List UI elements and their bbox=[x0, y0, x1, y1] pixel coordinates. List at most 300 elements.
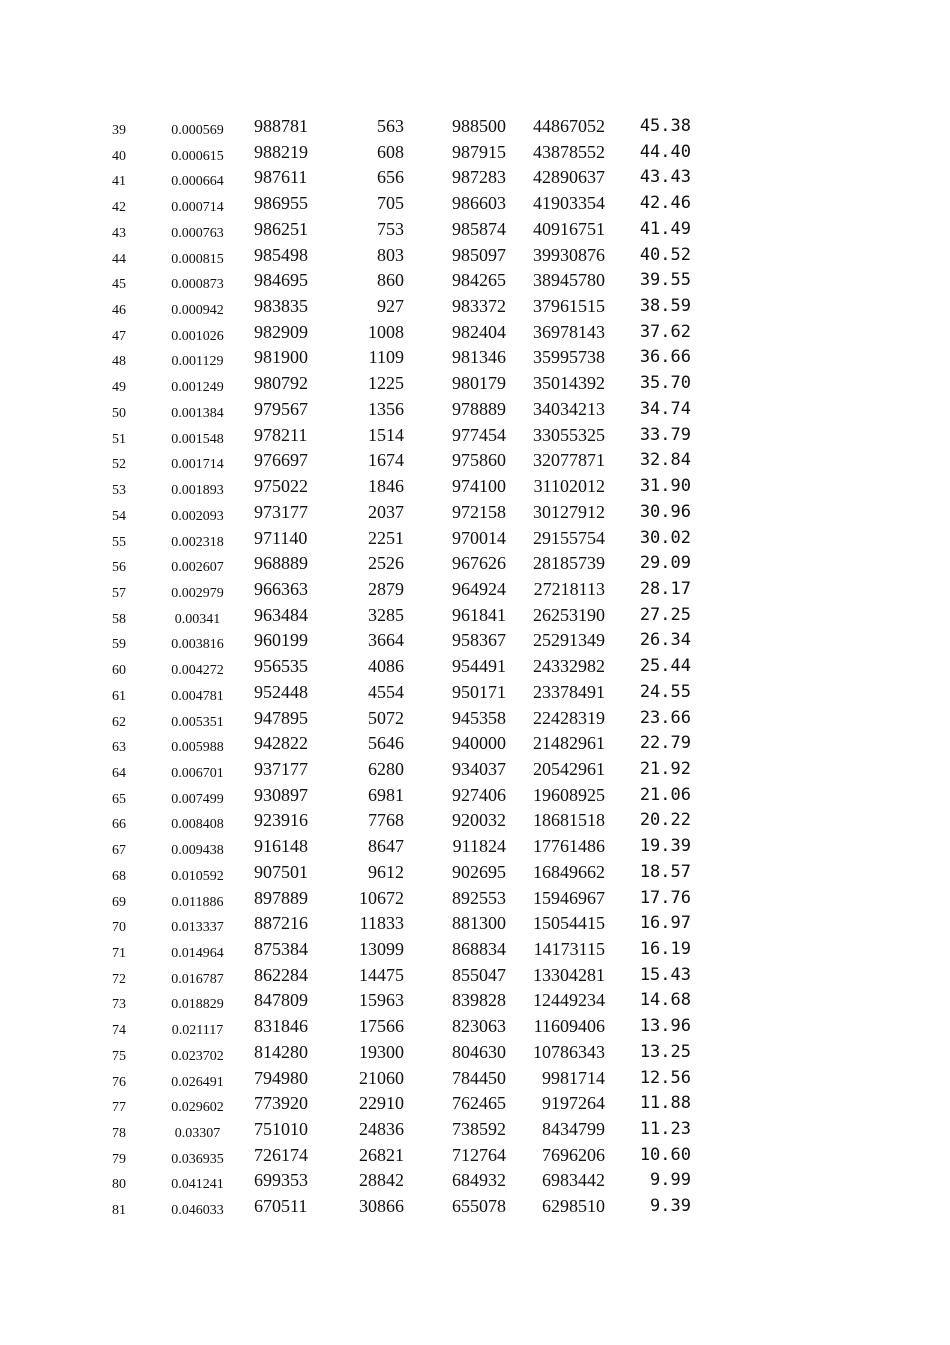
age-cell: 42 bbox=[112, 200, 126, 216]
person-years-cell: 954491 bbox=[452, 656, 506, 677]
age-cell: 51 bbox=[112, 431, 126, 447]
table-row bbox=[0, 294, 950, 320]
age-cell: 66 bbox=[112, 817, 126, 833]
person-years-cell: 988500 bbox=[452, 116, 506, 136]
table-row bbox=[0, 448, 950, 474]
age-cell: 67 bbox=[112, 843, 126, 859]
age-cell: 57 bbox=[112, 585, 126, 601]
deaths-cell: 1225 bbox=[368, 373, 404, 394]
age-cell: 47 bbox=[112, 328, 126, 344]
total-person-years-cell: 10786343 bbox=[533, 1041, 605, 1062]
survivors-cell: 670511 bbox=[254, 1196, 308, 1217]
total-person-years-cell: 26253190 bbox=[533, 604, 605, 625]
survivors-cell: 982909 bbox=[254, 321, 308, 342]
age-cell: 43 bbox=[112, 225, 126, 241]
mortality-rate-cell: 0.004781 bbox=[171, 688, 224, 704]
mortality-rate-cell: 0.000569 bbox=[171, 123, 224, 138]
table-row bbox=[0, 937, 950, 963]
mortality-rate-cell: 0.002979 bbox=[171, 585, 224, 601]
table-row bbox=[0, 114, 950, 140]
survivors-cell: 968889 bbox=[254, 553, 308, 574]
table-row bbox=[0, 1168, 950, 1194]
total-person-years-cell: 9981714 bbox=[542, 1067, 605, 1088]
person-years-cell: 958367 bbox=[452, 630, 506, 651]
deaths-cell: 6280 bbox=[368, 758, 404, 779]
deaths-cell: 13099 bbox=[359, 939, 404, 959]
person-years-cell: 784450 bbox=[452, 1067, 506, 1088]
person-years-cell: 983372 bbox=[452, 296, 506, 317]
mortality-rate-cell: 0.005988 bbox=[171, 740, 224, 756]
person-years-cell: 823063 bbox=[452, 1016, 506, 1037]
table-row bbox=[0, 1014, 950, 1040]
table-row bbox=[0, 320, 950, 346]
total-person-years-cell: 9197264 bbox=[542, 1093, 605, 1114]
age-cell: 76 bbox=[112, 1074, 126, 1090]
deaths-cell: 11833 bbox=[359, 913, 404, 934]
table-row bbox=[0, 1040, 950, 1066]
deaths-cell: 2037 bbox=[368, 501, 404, 522]
survivors-cell: 952448 bbox=[254, 681, 308, 702]
deaths-cell: 563 bbox=[377, 116, 404, 136]
person-years-cell: 961841 bbox=[452, 604, 506, 625]
mortality-rate-cell: 0.000664 bbox=[171, 174, 224, 190]
mortality-rate-cell: 0.029602 bbox=[171, 1100, 224, 1116]
deaths-cell: 2526 bbox=[368, 553, 404, 574]
total-person-years-cell: 41903354 bbox=[533, 193, 605, 214]
survivors-cell: 751010 bbox=[254, 1119, 308, 1140]
life-expectancy-cell: 14.68 bbox=[639, 990, 691, 1011]
life-expectancy-cell: 43.43 bbox=[639, 167, 691, 188]
deaths-cell: 22910 bbox=[359, 1093, 404, 1114]
deaths-cell: 6981 bbox=[368, 784, 404, 805]
life-expectancy-cell: 30.02 bbox=[639, 527, 691, 548]
age-cell: 74 bbox=[112, 1023, 126, 1039]
mortality-rate-cell: 0.026491 bbox=[171, 1074, 224, 1090]
deaths-cell: 24836 bbox=[359, 1119, 404, 1140]
person-years-cell: 972158 bbox=[452, 501, 506, 522]
deaths-cell: 1008 bbox=[368, 321, 404, 342]
total-person-years-cell: 17761486 bbox=[533, 836, 605, 857]
survivors-cell: 897889 bbox=[254, 887, 308, 908]
mortality-rate-cell: 0.021117 bbox=[171, 1023, 224, 1039]
table-row bbox=[0, 988, 950, 1014]
survivors-cell: 987611 bbox=[254, 167, 308, 188]
survivors-cell: 986251 bbox=[254, 218, 308, 239]
life-expectancy-cell: 28.17 bbox=[639, 578, 691, 599]
life-expectancy-cell: 23.66 bbox=[639, 707, 691, 728]
total-person-years-cell: 20542961 bbox=[533, 758, 605, 779]
mortality-rate-cell: 0.006701 bbox=[171, 765, 224, 781]
life-expectancy-cell: 32.84 bbox=[639, 450, 691, 471]
age-cell: 78 bbox=[112, 1126, 126, 1142]
life-expectancy-cell: 21.06 bbox=[639, 784, 691, 805]
life-expectancy-cell: 9.99 bbox=[650, 1170, 691, 1191]
person-years-cell: 712764 bbox=[452, 1144, 506, 1165]
table-row bbox=[0, 268, 950, 294]
person-years-cell: 967626 bbox=[452, 553, 506, 574]
age-cell: 53 bbox=[112, 483, 126, 499]
life-expectancy-cell: 11.88 bbox=[639, 1093, 691, 1114]
total-person-years-cell: 29155754 bbox=[533, 527, 605, 548]
life-expectancy-cell: 25.44 bbox=[639, 656, 691, 677]
life-expectancy-cell: 16.97 bbox=[639, 913, 691, 934]
age-cell: 79 bbox=[112, 1151, 126, 1167]
age-cell: 40 bbox=[112, 148, 126, 164]
life-expectancy-cell: 31.90 bbox=[639, 476, 691, 497]
total-person-years-cell: 24332982 bbox=[533, 656, 605, 677]
table-row bbox=[0, 474, 950, 500]
deaths-cell: 860 bbox=[377, 270, 404, 291]
deaths-cell: 3285 bbox=[368, 604, 404, 625]
mortality-rate-cell: 0.000763 bbox=[171, 225, 224, 241]
mortality-rate-cell: 0.001384 bbox=[171, 405, 224, 421]
mortality-rate-cell: 0.001249 bbox=[171, 380, 224, 396]
life-expectancy-cell: 37.62 bbox=[639, 321, 691, 342]
table-row bbox=[0, 963, 950, 989]
person-years-cell: 980179 bbox=[452, 373, 506, 394]
mortality-rate-cell: 0.001893 bbox=[171, 483, 224, 499]
survivors-cell: 979567 bbox=[254, 398, 308, 419]
life-expectancy-cell: 40.52 bbox=[639, 244, 691, 265]
person-years-cell: 655078 bbox=[452, 1196, 506, 1217]
person-years-cell: 964924 bbox=[452, 578, 506, 599]
age-cell: 69 bbox=[112, 894, 126, 910]
mortality-rate-cell: 0.001548 bbox=[171, 431, 224, 447]
person-years-cell: 982404 bbox=[452, 321, 506, 342]
mortality-rate-cell: 0.001026 bbox=[171, 328, 224, 344]
deaths-cell: 19300 bbox=[359, 1041, 404, 1062]
table-row bbox=[0, 577, 950, 603]
age-cell: 71 bbox=[112, 946, 126, 961]
deaths-cell: 8647 bbox=[368, 836, 404, 857]
mortality-rate-cell: 0.000815 bbox=[171, 251, 224, 267]
total-person-years-cell: 25291349 bbox=[533, 630, 605, 651]
total-person-years-cell: 35014392 bbox=[533, 373, 605, 394]
person-years-cell: 892553 bbox=[452, 887, 506, 908]
survivors-cell: 978211 bbox=[254, 424, 308, 445]
survivors-cell: 971140 bbox=[254, 527, 308, 548]
total-person-years-cell: 35995738 bbox=[533, 347, 605, 368]
survivors-cell: 907501 bbox=[254, 861, 308, 882]
age-cell: 62 bbox=[112, 714, 126, 730]
age-cell: 46 bbox=[112, 303, 126, 319]
table-row bbox=[0, 217, 950, 243]
person-years-cell: 804630 bbox=[452, 1041, 506, 1062]
survivors-cell: 794980 bbox=[254, 1067, 308, 1088]
age-cell: 55 bbox=[112, 534, 126, 550]
age-cell: 68 bbox=[112, 868, 126, 884]
life-expectancy-cell: 11.23 bbox=[639, 1119, 691, 1140]
deaths-cell: 1674 bbox=[368, 450, 404, 471]
mortality-rate-cell: 0.018829 bbox=[171, 997, 224, 1013]
age-cell: 72 bbox=[112, 971, 126, 987]
total-person-years-cell: 33055325 bbox=[533, 424, 605, 445]
mortality-rate-cell: 0.00341 bbox=[174, 611, 221, 627]
table-row bbox=[0, 191, 950, 217]
age-cell: 41 bbox=[112, 174, 126, 190]
life-expectancy-cell: 29.09 bbox=[639, 553, 691, 574]
total-person-years-cell: 40916751 bbox=[533, 218, 605, 239]
life-expectancy-cell: 39.55 bbox=[639, 270, 691, 291]
mortality-rate-cell: 0.013337 bbox=[171, 920, 224, 936]
life-expectancy-cell: 9.39 bbox=[650, 1196, 691, 1217]
total-person-years-cell: 18681518 bbox=[533, 810, 605, 831]
person-years-cell: 986603 bbox=[452, 193, 506, 214]
person-years-cell: 985097 bbox=[452, 244, 506, 265]
total-person-years-cell: 37961515 bbox=[533, 296, 605, 317]
life-expectancy-cell: 26.34 bbox=[639, 630, 691, 651]
mortality-rate-cell: 0.041241 bbox=[171, 1177, 224, 1193]
table-row bbox=[0, 886, 950, 912]
deaths-cell: 608 bbox=[377, 141, 404, 162]
table-row bbox=[0, 1066, 950, 1092]
age-cell: 65 bbox=[112, 791, 126, 807]
life-expectancy-cell: 13.25 bbox=[639, 1041, 691, 1062]
age-cell: 61 bbox=[112, 688, 126, 704]
survivors-cell: 984695 bbox=[254, 270, 308, 291]
total-person-years-cell: 6298510 bbox=[542, 1196, 605, 1217]
person-years-cell: 978889 bbox=[452, 398, 506, 419]
person-years-cell: 984265 bbox=[452, 270, 506, 291]
deaths-cell: 5646 bbox=[368, 733, 404, 754]
age-cell: 75 bbox=[112, 1048, 126, 1064]
survivors-cell: 916148 bbox=[254, 836, 308, 857]
person-years-cell: 762465 bbox=[452, 1093, 506, 1114]
table-row bbox=[0, 165, 950, 191]
survivors-cell: 976697 bbox=[254, 450, 308, 471]
life-expectancy-cell: 30.96 bbox=[639, 501, 691, 522]
age-cell: 52 bbox=[112, 457, 126, 473]
mortality-rate-cell: 0.011886 bbox=[171, 894, 224, 910]
age-cell: 63 bbox=[112, 740, 126, 756]
deaths-cell: 656 bbox=[377, 167, 404, 188]
deaths-cell: 803 bbox=[377, 244, 404, 265]
mortality-rate-cell: 0.016787 bbox=[171, 971, 224, 987]
person-years-cell: 738592 bbox=[452, 1119, 506, 1140]
total-person-years-cell: 39930876 bbox=[533, 244, 605, 265]
deaths-cell: 15963 bbox=[359, 990, 404, 1011]
life-expectancy-cell: 17.76 bbox=[639, 887, 691, 908]
survivors-cell: 923916 bbox=[254, 810, 308, 831]
table-row bbox=[0, 628, 950, 654]
deaths-cell: 3664 bbox=[368, 630, 404, 651]
deaths-cell: 21060 bbox=[359, 1067, 404, 1088]
survivors-cell: 985498 bbox=[254, 244, 308, 265]
mortality-rate-cell: 0.023702 bbox=[171, 1048, 224, 1064]
mortality-rate-cell: 0.002318 bbox=[171, 534, 224, 550]
total-person-years-cell: 15054415 bbox=[533, 913, 605, 934]
survivors-cell: 966363 bbox=[254, 578, 308, 599]
total-person-years-cell: 14173115 bbox=[533, 939, 605, 959]
total-person-years-cell: 11609406 bbox=[533, 1016, 605, 1037]
total-person-years-cell: 19608925 bbox=[533, 784, 605, 805]
life-expectancy-cell: 36.66 bbox=[639, 347, 691, 368]
survivors-cell: 956535 bbox=[254, 656, 308, 677]
mortality-rate-cell: 0.002607 bbox=[171, 560, 224, 576]
deaths-cell: 1356 bbox=[368, 398, 404, 419]
deaths-cell: 705 bbox=[377, 193, 404, 214]
person-years-cell: 975860 bbox=[452, 450, 506, 471]
life-expectancy-cell: 45.38 bbox=[639, 116, 691, 136]
total-person-years-cell: 34034213 bbox=[533, 398, 605, 419]
table-row bbox=[0, 757, 950, 783]
person-years-cell: 987915 bbox=[452, 141, 506, 162]
deaths-cell: 30866 bbox=[359, 1196, 404, 1217]
survivors-cell: 699353 bbox=[254, 1170, 308, 1191]
survivors-cell: 947895 bbox=[254, 707, 308, 728]
total-person-years-cell: 27218113 bbox=[533, 578, 605, 599]
age-cell: 70 bbox=[112, 920, 126, 936]
mortality-rate-cell: 0.014964 bbox=[171, 946, 224, 961]
age-cell: 80 bbox=[112, 1177, 126, 1193]
deaths-cell: 4086 bbox=[368, 656, 404, 677]
survivors-cell: 975022 bbox=[254, 476, 308, 497]
mortality-rate-cell: 0.001714 bbox=[171, 457, 224, 473]
mortality-rate-cell: 0.002093 bbox=[171, 508, 224, 524]
survivors-cell: 988781 bbox=[254, 116, 308, 136]
survivors-cell: 983835 bbox=[254, 296, 308, 317]
survivors-cell: 726174 bbox=[254, 1144, 308, 1165]
age-cell: 44 bbox=[112, 251, 126, 267]
survivors-cell: 981900 bbox=[254, 347, 308, 368]
person-years-cell: 977454 bbox=[452, 424, 506, 445]
age-cell: 39 bbox=[112, 123, 126, 138]
life-expectancy-cell: 16.19 bbox=[639, 939, 691, 959]
survivors-cell: 773920 bbox=[254, 1093, 308, 1114]
survivors-cell: 814280 bbox=[254, 1041, 308, 1062]
mortality-rate-cell: 0.004272 bbox=[171, 663, 224, 679]
deaths-cell: 1514 bbox=[368, 424, 404, 445]
table-row bbox=[0, 1091, 950, 1117]
life-expectancy-cell: 21.92 bbox=[639, 758, 691, 779]
mortality-rate-cell: 0.03307 bbox=[174, 1126, 221, 1142]
survivors-cell: 986955 bbox=[254, 193, 308, 214]
deaths-cell: 4554 bbox=[368, 681, 404, 702]
age-cell: 56 bbox=[112, 560, 126, 576]
table-row bbox=[0, 1194, 950, 1220]
person-years-cell: 940000 bbox=[452, 733, 506, 754]
person-years-cell: 927406 bbox=[452, 784, 506, 805]
age-cell: 45 bbox=[112, 277, 126, 293]
person-years-cell: 684932 bbox=[452, 1170, 506, 1191]
mortality-rate-cell: 0.000942 bbox=[171, 303, 224, 319]
life-expectancy-cell: 24.55 bbox=[639, 681, 691, 702]
person-years-cell: 987283 bbox=[452, 167, 506, 188]
total-person-years-cell: 28185739 bbox=[533, 553, 605, 574]
person-years-cell: 981346 bbox=[452, 347, 506, 368]
table-row bbox=[0, 423, 950, 449]
table-row bbox=[0, 834, 950, 860]
table-row bbox=[0, 243, 950, 269]
person-years-cell: 970014 bbox=[452, 527, 506, 548]
deaths-cell: 927 bbox=[377, 296, 404, 317]
table-row bbox=[0, 1117, 950, 1143]
table-row bbox=[0, 397, 950, 423]
life-expectancy-cell: 13.96 bbox=[639, 1016, 691, 1037]
survivors-cell: 847809 bbox=[254, 990, 308, 1011]
age-cell: 81 bbox=[112, 1203, 126, 1219]
table-row bbox=[0, 140, 950, 166]
age-cell: 50 bbox=[112, 405, 126, 421]
life-expectancy-cell: 42.46 bbox=[639, 193, 691, 214]
total-person-years-cell: 21482961 bbox=[533, 733, 605, 754]
mortality-rate-cell: 0.000615 bbox=[171, 148, 224, 164]
person-years-cell: 868834 bbox=[452, 939, 506, 959]
person-years-cell: 855047 bbox=[452, 964, 506, 985]
survivors-cell: 930897 bbox=[254, 784, 308, 805]
survivors-cell: 942822 bbox=[254, 733, 308, 754]
table-row bbox=[0, 526, 950, 552]
life-expectancy-cell: 33.79 bbox=[639, 424, 691, 445]
deaths-cell: 14475 bbox=[359, 964, 404, 985]
age-cell: 49 bbox=[112, 380, 126, 396]
person-years-cell: 934037 bbox=[452, 758, 506, 779]
deaths-cell: 26821 bbox=[359, 1144, 404, 1165]
table-row bbox=[0, 654, 950, 680]
total-person-years-cell: 8434799 bbox=[542, 1119, 605, 1140]
total-person-years-cell: 7696206 bbox=[542, 1144, 605, 1165]
mortality-rate-cell: 0.005351 bbox=[171, 714, 224, 730]
deaths-cell: 7768 bbox=[368, 810, 404, 831]
mortality-rate-cell: 0.009438 bbox=[171, 843, 224, 859]
life-expectancy-cell: 41.49 bbox=[639, 218, 691, 239]
person-years-cell: 920032 bbox=[452, 810, 506, 831]
total-person-years-cell: 23378491 bbox=[533, 681, 605, 702]
life-expectancy-cell: 15.43 bbox=[639, 964, 691, 985]
age-cell: 48 bbox=[112, 354, 126, 370]
mortality-rate-cell: 0.001129 bbox=[171, 354, 224, 370]
deaths-cell: 1109 bbox=[368, 347, 404, 368]
total-person-years-cell: 16849662 bbox=[533, 861, 605, 882]
life-expectancy-cell: 44.40 bbox=[639, 141, 691, 162]
deaths-cell: 28842 bbox=[359, 1170, 404, 1191]
mortality-rate-cell: 0.007499 bbox=[171, 791, 224, 807]
survivors-cell: 963484 bbox=[254, 604, 308, 625]
person-years-cell: 985874 bbox=[452, 218, 506, 239]
deaths-cell: 5072 bbox=[368, 707, 404, 728]
mortality-rate-cell: 0.000873 bbox=[171, 277, 224, 293]
survivors-cell: 831846 bbox=[254, 1016, 308, 1037]
life-expectancy-cell: 22.79 bbox=[639, 733, 691, 754]
table-row bbox=[0, 551, 950, 577]
mortality-rate-cell: 0.046033 bbox=[171, 1203, 224, 1219]
age-cell: 54 bbox=[112, 508, 126, 524]
person-years-cell: 839828 bbox=[452, 990, 506, 1011]
person-years-cell: 974100 bbox=[452, 476, 506, 497]
person-years-cell: 911824 bbox=[452, 836, 506, 857]
life-expectancy-cell: 18.57 bbox=[639, 861, 691, 882]
mortality-rate-cell: 0.036935 bbox=[171, 1151, 224, 1167]
table-row bbox=[0, 731, 950, 757]
survivors-cell: 937177 bbox=[254, 758, 308, 779]
mortality-rate-cell: 0.010592 bbox=[171, 868, 224, 884]
total-person-years-cell: 38945780 bbox=[533, 270, 605, 291]
total-person-years-cell: 32077871 bbox=[533, 450, 605, 471]
table-row bbox=[0, 911, 950, 937]
deaths-cell: 2879 bbox=[368, 578, 404, 599]
deaths-cell: 10672 bbox=[359, 887, 404, 908]
life-table bbox=[0, 114, 950, 1220]
age-cell: 60 bbox=[112, 663, 126, 679]
table-row bbox=[0, 1143, 950, 1169]
total-person-years-cell: 13304281 bbox=[533, 964, 605, 985]
person-years-cell: 945358 bbox=[452, 707, 506, 728]
age-cell: 73 bbox=[112, 997, 126, 1013]
total-person-years-cell: 42890637 bbox=[533, 167, 605, 188]
age-cell: 59 bbox=[112, 637, 126, 653]
survivors-cell: 973177 bbox=[254, 501, 308, 522]
life-expectancy-cell: 20.22 bbox=[639, 810, 691, 831]
